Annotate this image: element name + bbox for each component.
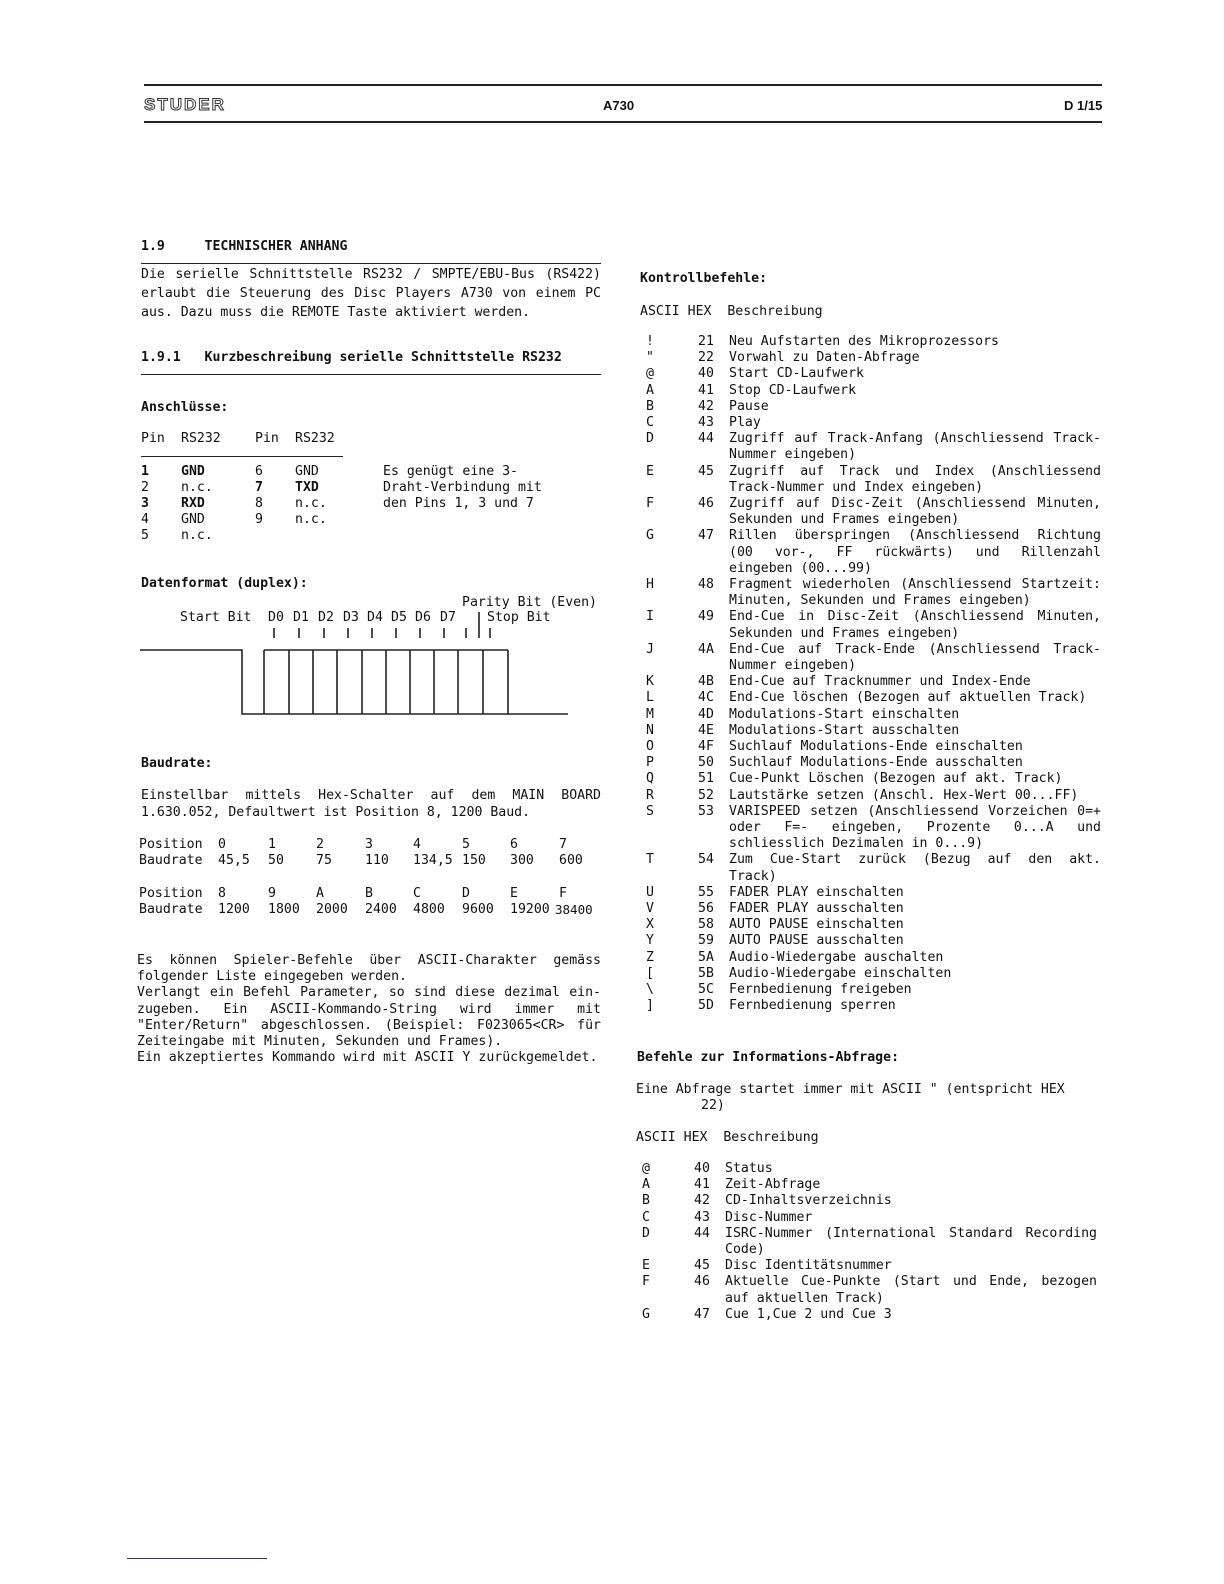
- hex-code: 48: [698, 577, 714, 592]
- baud-value: 75: [316, 853, 332, 868]
- subsection-title: 1.9.1 Kurzbeschreibung serielle Schnittstelle RS232: [141, 350, 562, 365]
- rs232-header: RS232: [295, 431, 335, 446]
- hex-code: 41: [698, 382, 714, 398]
- ascii-char: Y: [646, 933, 654, 949]
- command-description: Fragment wiederholen (Anschliessend Startzeit: Minuten, Sekunden und Frames eingeben): [729, 577, 1101, 609]
- hex-code: 4D: [698, 706, 714, 722]
- baud-value: 50: [268, 853, 284, 868]
- baud-value: 19200: [510, 902, 550, 917]
- ascii-char: F: [646, 496, 654, 511]
- pin-number: 7: [255, 480, 263, 495]
- hex-code: 5A: [698, 949, 714, 965]
- section-title: 1.9 TECHNISCHER ANHANG: [141, 239, 348, 254]
- baud-value: 110: [365, 853, 389, 868]
- position-value: 8: [218, 886, 226, 901]
- pin-signal: n.c.: [181, 528, 213, 543]
- baud-value: 4800: [413, 902, 445, 917]
- datenformat-title: Datenformat (duplex):: [141, 576, 308, 591]
- pin-signal: RXD: [181, 496, 205, 511]
- ascii-char: G: [642, 1306, 650, 1322]
- command-description: VARISPEED setzen (Anschliessend Vorzeichen 0=+ oder F=- eingeben, Prozente 0...A und schliesslich Dezimalen in 0...9): [729, 803, 1101, 852]
- hex-code: 4A: [698, 641, 714, 657]
- command-description: Suchlauf Modulations-Ende einschalten: [729, 739, 1023, 754]
- start-waveform: [140, 650, 264, 714]
- kontroll-table-headers: ASCII HEX Beschreibung: [640, 304, 823, 319]
- pin-table-rule: [141, 456, 343, 457]
- info-table-headers: ASCII HEX Beschreibung: [636, 1130, 819, 1145]
- command-description: Modulations-Start ausschalten: [729, 722, 960, 738]
- studer-logo: STUDER: [144, 95, 226, 114]
- command-description: Zeit-Abfrage: [725, 1177, 821, 1193]
- command-description: Zugriff auf Track und Index (Anschliessend Track-Nummer und Index eingeben): [729, 463, 1101, 495]
- command-description: Play: [729, 415, 761, 430]
- command-description: Modulations-Start einschalten: [729, 706, 960, 722]
- pin-signal: GND: [181, 464, 205, 479]
- ascii-char: !: [646, 334, 654, 349]
- command-description: Zum Cue-Start zurück (Bezug auf den akt. Track): [729, 852, 1101, 884]
- baud-value: 150: [462, 853, 486, 868]
- bit-label-d3: D3: [343, 610, 359, 625]
- baudrate-text: [141, 788, 601, 821]
- pin-number: 1: [141, 464, 149, 479]
- page-number: D 1/15: [1064, 98, 1103, 113]
- hex-code: 44: [694, 1225, 710, 1241]
- ascii-char: M: [646, 706, 654, 722]
- ascii-char: Z: [646, 949, 654, 965]
- command-description: Vorwahl zu Daten-Abfrage: [729, 350, 920, 366]
- pin-number: 4: [141, 512, 149, 527]
- hex-code: 47: [698, 528, 714, 544]
- pin-signal: n.c.: [181, 480, 213, 495]
- hex-code: 55: [698, 884, 714, 900]
- ascii-char: H: [646, 577, 654, 592]
- closing-paragraph: [137, 953, 601, 1066]
- bit-label-d1: D1: [293, 610, 309, 625]
- pin-signal: GND: [295, 464, 319, 479]
- section-rule: [141, 263, 601, 264]
- hex-code: 45: [694, 1258, 710, 1274]
- hex-code: 46: [698, 496, 714, 511]
- bit-label-d4: D4: [367, 610, 383, 625]
- hex-code: 58: [698, 917, 714, 933]
- hex-code: 41: [694, 1177, 710, 1193]
- hex-code: 43: [698, 415, 714, 430]
- closing-line: Zeiteingabe mit Minuten, Sekunden und Frames).: [137, 1034, 503, 1050]
- intro-paragraph: [141, 265, 601, 322]
- pin-note: Draht-Verbindung mit: [383, 480, 542, 495]
- hex-code: 53: [698, 803, 714, 819]
- ascii-char: D: [642, 1225, 650, 1241]
- hex-code: 49: [698, 609, 714, 625]
- command-description: End-Cue in Disc-Zeit (Anschliessend Minuten, Sekunden und Frames eingeben): [729, 609, 1101, 641]
- hex-code: 59: [698, 933, 714, 949]
- position-value: 0: [218, 837, 226, 852]
- command-description: Disc-Nummer: [725, 1209, 813, 1225]
- position-value: 3: [365, 837, 373, 852]
- bit-label-d0: D0: [268, 610, 284, 625]
- hex-code: 47: [694, 1306, 710, 1322]
- baudrate-label: Baudrate: [139, 902, 203, 917]
- hex-code: 56: [698, 901, 714, 916]
- ascii-char: J: [646, 641, 654, 657]
- pin-number: 6: [255, 464, 263, 479]
- hex-code: 44: [698, 431, 714, 447]
- info-intro-line: Eine Abfrage startet immer mit ASCII " (entspricht HEX: [636, 1082, 1065, 1097]
- command-description: FADER PLAY ausschalten: [729, 901, 904, 916]
- command-description: Pause: [729, 398, 769, 414]
- baudrate-label: Baudrate: [139, 853, 203, 868]
- hex-code: 46: [694, 1274, 710, 1290]
- closing-line: zugeben. Ein ASCII-Kommando-String wird immer mit: [137, 1001, 601, 1017]
- command-description: End-Cue auf Tracknummer und Index-Ende: [729, 674, 1031, 690]
- command-description: FADER PLAY einschalten: [729, 884, 904, 900]
- ascii-char: B: [642, 1193, 650, 1209]
- hex-code: 5B: [698, 965, 714, 981]
- ascii-char: @: [642, 1161, 650, 1176]
- ascii-char: G: [646, 528, 654, 544]
- hex-code: 21: [698, 334, 714, 349]
- position-value: E: [510, 886, 518, 901]
- pin-signal: TXD: [295, 480, 319, 495]
- ascii-char: E: [646, 463, 654, 479]
- intro-line: erlaubt die Steuerung des Disc Players A730 von einem PC: [141, 286, 601, 301]
- pin-header: Pin: [141, 431, 165, 446]
- baud-value: 2400: [365, 902, 397, 917]
- header-bottom-rule: [144, 121, 1102, 123]
- info-intro-line: 22): [701, 1098, 725, 1113]
- command-description: ISRC-Nummer (International Standard Recording Code): [725, 1225, 1097, 1257]
- command-description: Rillen überspringen (Anschliessend Richtung (00 vor-, FF rückwärts) und Rillenzahl eingeben (00...99): [729, 528, 1101, 576]
- pin-number: 9: [255, 512, 263, 527]
- bit-label-d7: D7: [440, 610, 456, 625]
- start-bit-label: Start Bit: [180, 610, 252, 625]
- ascii-char: X: [646, 917, 654, 933]
- rs232-header: RS232: [181, 431, 221, 446]
- command-description: Neu Aufstarten des Mikroprozessors: [729, 334, 999, 349]
- pin-number: 2: [141, 480, 149, 495]
- hex-code: 42: [698, 398, 714, 414]
- hex-code: 4E: [698, 722, 714, 738]
- stop-waveform: [508, 650, 568, 714]
- baud-value: 300: [510, 853, 534, 868]
- position-value: 2: [316, 837, 324, 852]
- ascii-char: R: [646, 787, 654, 803]
- ascii-char: C: [646, 415, 654, 430]
- model-label: A730: [603, 98, 635, 113]
- intro-line: aus. Dazu muss die REMOTE Taste aktiviert werden.: [141, 305, 531, 320]
- command-description: Stop CD-Laufwerk: [729, 382, 857, 398]
- closing-line: Verlangt ein Befehl Parameter, so sind diese dezimal ein-: [137, 985, 601, 1001]
- ascii-char: B: [646, 398, 654, 414]
- command-description: Cue 1,Cue 2 und Cue 3: [725, 1306, 892, 1322]
- bit-label-d6: D6: [415, 610, 431, 625]
- position-value: 4: [413, 837, 421, 852]
- baud-value: 134,5: [413, 853, 453, 868]
- info-title: Befehle zur Informations-Abfrage:: [637, 1050, 900, 1065]
- ascii-char: \: [646, 982, 654, 997]
- closing-line: Ein akzeptiertes Kommando wird mit ASCII Y zurückgemeldet.: [137, 1050, 598, 1066]
- pin-signal: n.c.: [295, 496, 327, 511]
- command-description: AUTO PAUSE ausschalten: [729, 933, 904, 949]
- command-description: Cue-Punkt Löschen (Bezogen auf akt. Track): [729, 771, 1063, 787]
- ascii-char: V: [646, 901, 654, 916]
- ascii-char: A: [642, 1177, 650, 1193]
- baud-value: 2000: [316, 902, 348, 917]
- ascii-char: S: [646, 803, 654, 819]
- intro-line: Die serielle Schnittstelle RS232 / SMPTE/EBU-Bus (RS422): [141, 267, 601, 282]
- closing-line: Es können Spieler-Befehle über ASCII-Charakter gemäss: [137, 953, 601, 968]
- hex-code: 4B: [698, 674, 714, 690]
- position-value: B: [365, 886, 373, 901]
- pin-number: 8: [255, 496, 263, 511]
- ascii-char: ": [646, 350, 654, 366]
- position-value: 1: [268, 837, 276, 852]
- ascii-char: [: [646, 965, 654, 981]
- position-value: 5: [462, 837, 470, 852]
- position-label: Position: [139, 837, 203, 852]
- command-description: Disc Identitätsnummer: [725, 1258, 892, 1274]
- hex-code: 5C: [698, 982, 714, 997]
- baud-value: 600: [559, 853, 583, 868]
- hex-code: 4C: [698, 690, 714, 706]
- command-description: CD-Inhaltsverzeichnis: [725, 1193, 892, 1209]
- command-description: Suchlauf Modulations-Ende ausschalten: [729, 755, 1023, 771]
- hex-code: 42: [694, 1193, 710, 1209]
- command-description: Start CD-Laufwerk: [729, 366, 864, 382]
- hex-code: 4F: [698, 739, 714, 754]
- pin-signal: n.c.: [295, 512, 327, 527]
- position-label: Position: [139, 886, 203, 901]
- pin-number: 5: [141, 528, 149, 543]
- kontrollbefehle-title: Kontrollbefehle:: [640, 271, 768, 286]
- position-value: 9: [268, 886, 276, 901]
- hex-code: 43: [694, 1209, 710, 1225]
- ascii-char: D: [646, 431, 654, 447]
- ascii-char: ]: [646, 998, 654, 1014]
- pin-signal: GND: [181, 512, 205, 527]
- baud-text-line: 1.630.052, Defaultwert ist Position 8, 1200 Baud.: [141, 804, 531, 820]
- command-description: AUTO PAUSE einschalten: [729, 917, 904, 933]
- subsection-rule: [141, 374, 601, 375]
- hex-code: 22: [698, 350, 714, 366]
- bit-label-d2: D2: [318, 610, 334, 625]
- baud-value: 1200: [218, 902, 250, 917]
- position-value: D: [462, 886, 470, 901]
- hex-code: 40: [694, 1161, 710, 1176]
- pin-header: Pin: [255, 431, 279, 446]
- hex-code: 5D: [698, 998, 714, 1014]
- anschluesse-title: Anschlüsse:: [141, 400, 229, 415]
- hex-code: 45: [698, 463, 714, 479]
- baud-text-line: Einstellbar mittels Hex-Schalter auf dem MAIN BOARD: [141, 788, 601, 803]
- data-format-diagram: [130, 600, 580, 725]
- command-description: Zugriff auf Disc-Zeit (Anschliessend Minuten, Sekunden und Frames eingeben): [729, 496, 1101, 528]
- parity-bit-label: Parity Bit (Even): [462, 595, 597, 610]
- ascii-char: @: [646, 366, 654, 382]
- ascii-char: F: [642, 1274, 650, 1290]
- ascii-char: E: [642, 1258, 650, 1274]
- stop-bit-label: Stop Bit: [487, 610, 551, 625]
- command-description: Audio-Wiedergabe einschalten: [729, 965, 952, 981]
- ascii-char: U: [646, 884, 654, 900]
- position-value: C: [413, 886, 421, 901]
- header-top-rule: [144, 84, 1102, 86]
- bit-label-d5: D5: [391, 610, 407, 625]
- ascii-char: C: [642, 1209, 650, 1225]
- command-description: Aktuelle Cue-Punkte (Start und Ende, bezogen auf aktuellen Track): [725, 1274, 1097, 1306]
- baud-value: 1800: [268, 902, 300, 917]
- ascii-char: K: [646, 674, 654, 690]
- ascii-char: P: [646, 755, 654, 771]
- pin-note: Es genügt eine 3-: [383, 464, 518, 479]
- command-description: End-Cue auf Track-Ende (Anschliessend Track-Nummer eingeben): [729, 641, 1101, 673]
- position-value: 7: [559, 837, 567, 852]
- pin-note: den Pins 1, 3 und 7: [383, 496, 534, 511]
- closing-line: folgender Liste eingegeben werden.: [137, 969, 407, 985]
- ascii-char: I: [646, 609, 654, 625]
- ascii-char: O: [646, 739, 654, 754]
- command-description: Fernbedienung sperren: [729, 998, 896, 1014]
- pin-number: 3: [141, 496, 149, 511]
- baud-value: 38400: [555, 902, 593, 917]
- baud-value: 9600: [462, 902, 494, 917]
- ascii-char: L: [646, 690, 654, 706]
- ascii-char: A: [646, 382, 654, 398]
- hex-code: 54: [698, 852, 714, 868]
- position-value: A: [316, 886, 324, 901]
- position-value: F: [559, 886, 567, 901]
- command-description: Zugriff auf Track-Anfang (Anschliessend Track-Nummer eingeben): [729, 431, 1101, 463]
- hex-code: 52: [698, 787, 714, 803]
- ascii-char: N: [646, 722, 654, 738]
- command-description: Status: [725, 1161, 773, 1176]
- ascii-char: T: [646, 852, 654, 868]
- footer-rule: [127, 1558, 267, 1559]
- hex-code: 40: [698, 366, 714, 382]
- command-description: Audio-Wiedergabe auschalten: [729, 949, 944, 965]
- baudrate-title: Baudrate:: [141, 756, 213, 771]
- command-description: Lautstärke setzen (Anschl. Hex-Wert 00...FF): [729, 787, 1079, 803]
- command-description: End-Cue löschen (Bezogen auf aktuellen Track): [729, 690, 1087, 706]
- baud-value: 45,5: [218, 853, 250, 868]
- hex-code: 51: [698, 771, 714, 787]
- ascii-char: Q: [646, 771, 654, 787]
- hex-code: 50: [698, 755, 714, 771]
- closing-line: "Enter/Return" abgeschlossen. (Beispiel: F023065<CR> für: [137, 1017, 601, 1033]
- command-description: Fernbedienung freigeben: [729, 982, 912, 997]
- position-value: 6: [510, 837, 518, 852]
